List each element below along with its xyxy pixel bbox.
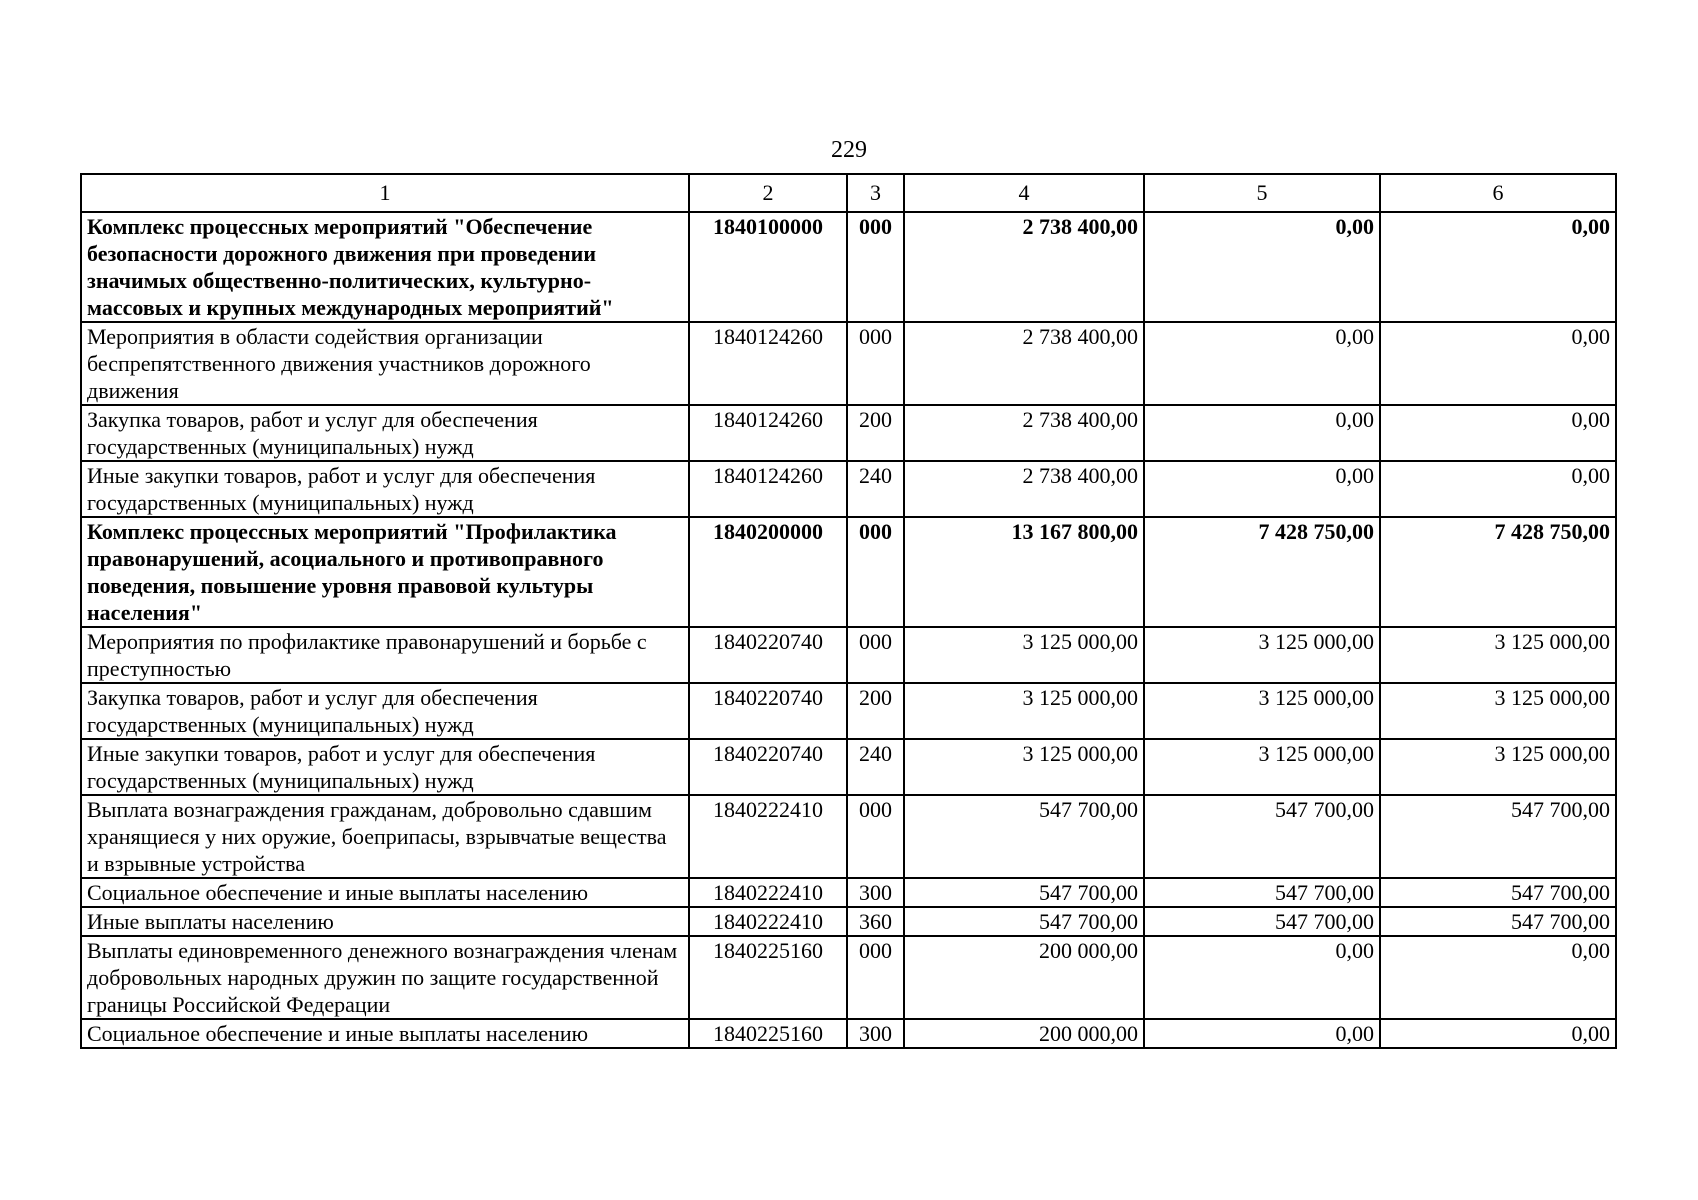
table-row [81,936,1616,1019]
row-target-code: 1840200000 [689,517,847,627]
row-name: Мероприятия в области содействия организации беспрепятственного движения участников дорожного движения [81,322,689,405]
row-amount-col-4: 3 125 000,00 [904,627,1144,683]
row-amount-col-6: 0,00 [1380,936,1616,1019]
row-amount-col-6: 3 125 000,00 [1380,683,1616,739]
row-expense-kind: 000 [847,322,904,405]
table-row [81,517,1616,627]
row-expense-kind: 200 [847,405,904,461]
row-amount-col-4: 200 000,00 [904,1019,1144,1048]
row-amount-col-5: 0,00 [1144,461,1380,517]
row-name: Выплаты единовременного денежного вознаграждения членам добровольных народных дружин по защите государственной границы Российской Федерации [81,936,689,1019]
row-name: Закупка товаров, работ и услуг для обеспечения государственных (муниципальных) нужд [81,683,689,739]
table-row [81,878,1616,907]
header-col-2: 2 [689,174,847,212]
row-amount-col-4: 2 738 400,00 [904,405,1144,461]
row-amount-col-4: 3 125 000,00 [904,683,1144,739]
row-name: Комплекс процессных мероприятий "Обеспечение безопасности дорожного движения при проведении значимых общественно-политических, культурно-массовых и крупных международных мероприятий" [81,212,689,322]
row-amount-col-4: 2 738 400,00 [904,322,1144,405]
row-name: Выплата вознаграждения гражданам, добровольно сдавшим хранящиеся у них оружие, боеприпасы, взрывчатые вещества и взрывные устройства [81,795,689,878]
row-expense-kind: 000 [847,517,904,627]
row-expense-kind: 300 [847,878,904,907]
header-col-1: 1 [81,174,689,212]
row-target-code: 1840220740 [689,627,847,683]
row-expense-kind: 360 [847,907,904,936]
row-amount-col-4: 547 700,00 [904,795,1144,878]
row-amount-col-5: 0,00 [1144,936,1380,1019]
table-row [81,1019,1616,1048]
row-amount-col-4: 2 738 400,00 [904,461,1144,517]
row-amount-col-6: 547 700,00 [1380,795,1616,878]
row-target-code: 1840100000 [689,212,847,322]
header-col-5: 5 [1144,174,1380,212]
row-amount-col-6: 3 125 000,00 [1380,627,1616,683]
row-amount-col-5: 7 428 750,00 [1144,517,1380,627]
row-target-code: 1840222410 [689,907,847,936]
row-amount-col-6: 0,00 [1380,405,1616,461]
table-row [81,739,1616,795]
row-amount-col-4: 547 700,00 [904,878,1144,907]
table-row [81,683,1616,739]
row-expense-kind: 300 [847,1019,904,1048]
row-name: Иные закупки товаров, работ и услуг для обеспечения государственных (муниципальных) нужд [81,739,689,795]
table-row [81,212,1616,322]
row-target-code: 1840225160 [689,1019,847,1048]
row-expense-kind: 000 [847,795,904,878]
row-expense-kind: 240 [847,739,904,795]
row-amount-col-5: 0,00 [1144,212,1380,322]
table-row [81,322,1616,405]
row-amount-col-6: 0,00 [1380,1019,1616,1048]
row-target-code: 1840225160 [689,936,847,1019]
row-amount-col-5: 3 125 000,00 [1144,627,1380,683]
row-amount-col-5: 0,00 [1144,1019,1380,1048]
row-amount-col-5: 3 125 000,00 [1144,683,1380,739]
table-body [81,212,1616,1048]
row-amount-col-6: 0,00 [1380,212,1616,322]
row-name: Мероприятия по профилактике правонарушений и борьбе с преступностью [81,627,689,683]
table-row [81,795,1616,878]
row-amount-col-6: 3 125 000,00 [1380,739,1616,795]
header-row [81,174,1616,212]
row-target-code: 1840220740 [689,739,847,795]
table-row [81,461,1616,517]
table-row [81,627,1616,683]
row-target-code: 1840124260 [689,405,847,461]
row-amount-col-4: 2 738 400,00 [904,212,1144,322]
row-name: Иные закупки товаров, работ и услуг для обеспечения государственных (муниципальных) нужд [81,461,689,517]
row-amount-col-5: 3 125 000,00 [1144,739,1380,795]
budget-table [80,173,1617,1049]
header-col-3: 3 [847,174,904,212]
row-name: Комплекс процессных мероприятий "Профилактика правонарушений, асоциального и противоправного поведения, повышение уровня правовой культуры населения" [81,517,689,627]
row-amount-col-4: 200 000,00 [904,936,1144,1019]
row-expense-kind: 240 [847,461,904,517]
page-number: 229 [831,137,867,163]
row-amount-col-6: 7 428 750,00 [1380,517,1616,627]
table-row [81,907,1616,936]
table-row [81,405,1616,461]
row-amount-col-5: 547 700,00 [1144,907,1380,936]
row-amount-col-5: 0,00 [1144,405,1380,461]
row-name: Социальное обеспечение и иные выплаты населению [81,1019,689,1048]
row-amount-col-6: 0,00 [1380,461,1616,517]
row-amount-col-5: 0,00 [1144,322,1380,405]
header-col-4: 4 [904,174,1144,212]
row-amount-col-4: 13 167 800,00 [904,517,1144,627]
row-name: Иные выплаты населению [81,907,689,936]
row-expense-kind: 000 [847,936,904,1019]
row-target-code: 1840124260 [689,322,847,405]
row-amount-col-6: 0,00 [1380,322,1616,405]
row-amount-col-6: 547 700,00 [1380,878,1616,907]
row-target-code: 1840124260 [689,461,847,517]
header-col-6: 6 [1380,174,1616,212]
row-expense-kind: 000 [847,627,904,683]
row-amount-col-6: 547 700,00 [1380,907,1616,936]
row-expense-kind: 000 [847,212,904,322]
row-expense-kind: 200 [847,683,904,739]
row-amount-col-4: 547 700,00 [904,907,1144,936]
row-amount-col-4: 3 125 000,00 [904,739,1144,795]
row-target-code: 1840222410 [689,795,847,878]
row-name: Социальное обеспечение и иные выплаты населению [81,878,689,907]
row-target-code: 1840222410 [689,878,847,907]
row-name: Закупка товаров, работ и услуг для обеспечения государственных (муниципальных) нужд [81,405,689,461]
row-target-code: 1840220740 [689,683,847,739]
row-amount-col-5: 547 700,00 [1144,878,1380,907]
row-amount-col-5: 547 700,00 [1144,795,1380,878]
